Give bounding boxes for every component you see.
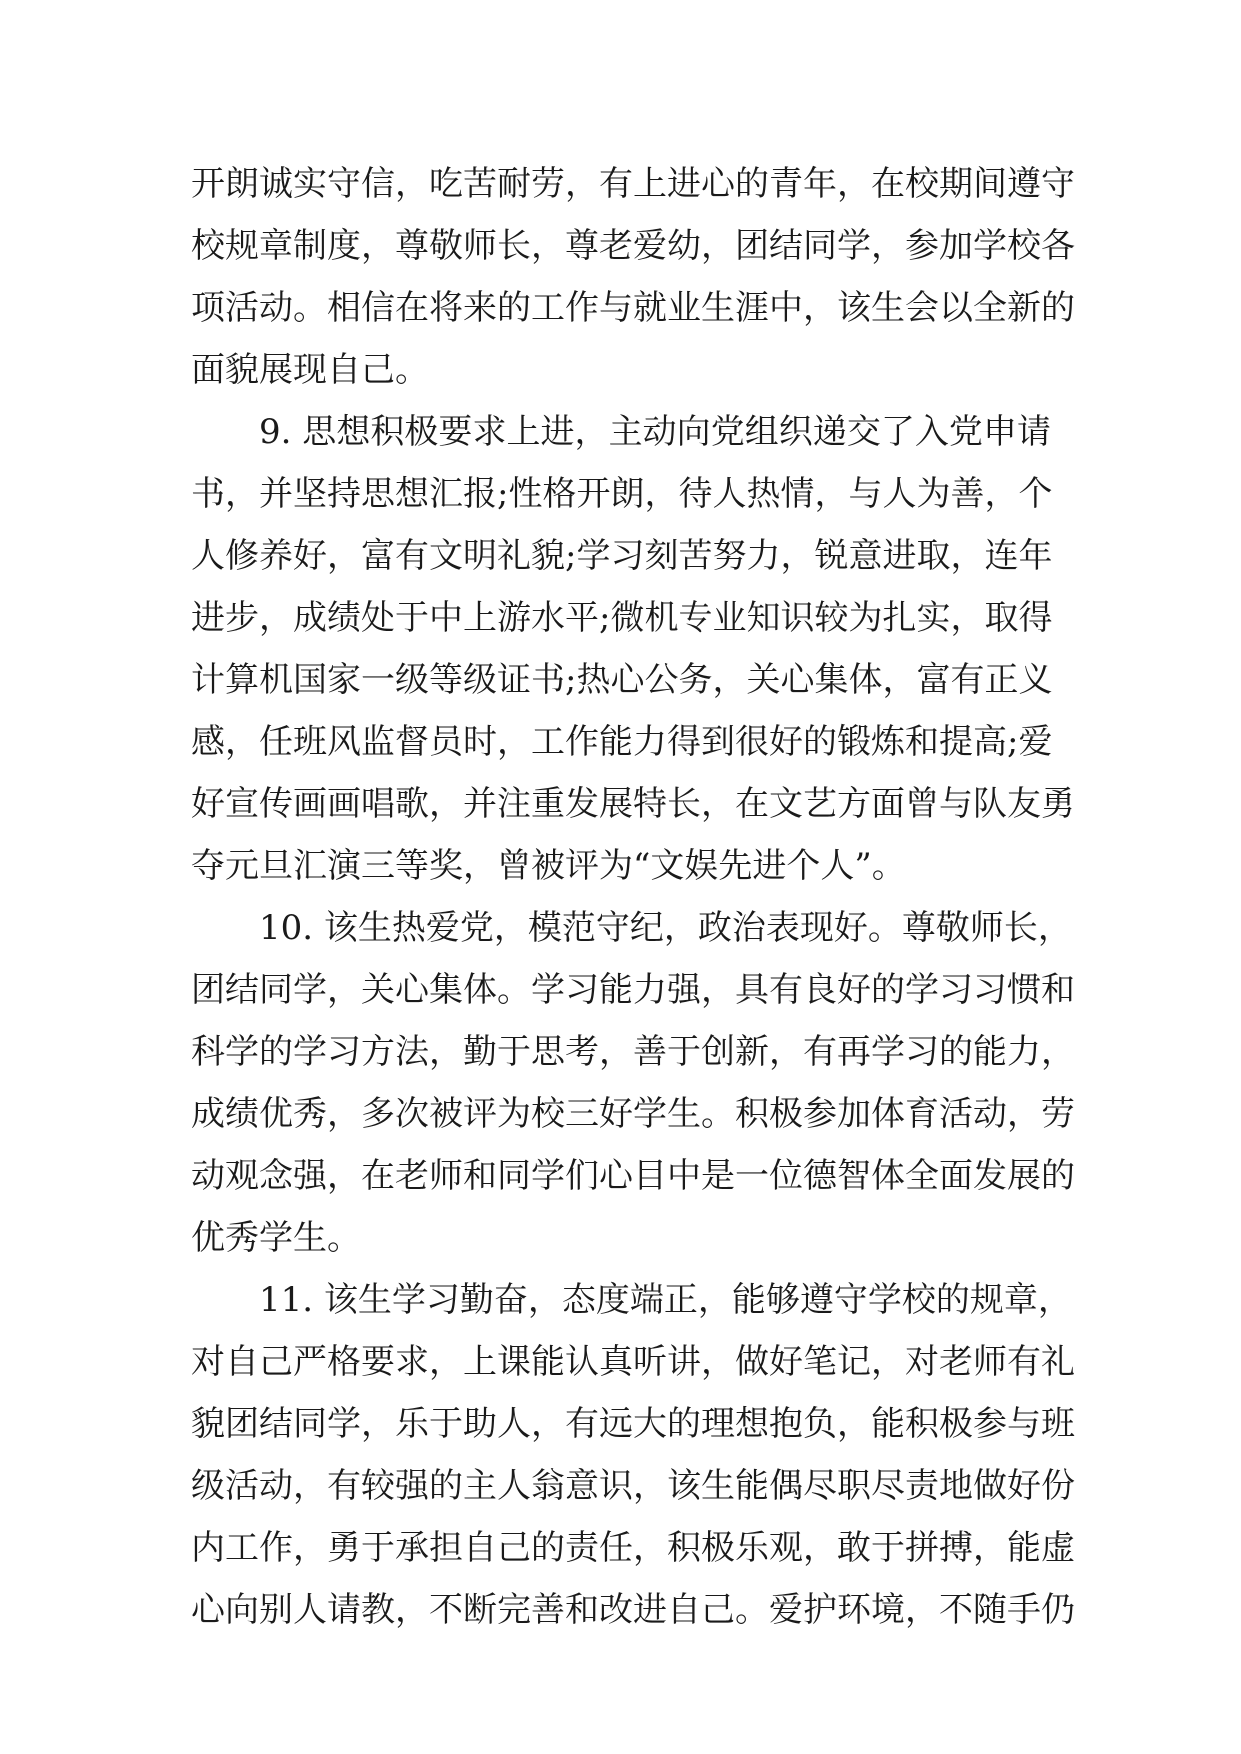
text-line: 级活动，有较强的主人翁意识，该生能偶尽职尽责地做好份: [191, 1466, 1075, 1506]
text-line: 科学的学习方法，勤于思考，善于创新，有再学习的能力，: [191, 1032, 1075, 1072]
text-line: 人修养好，富有文明礼貌;学习刻苦努力，锐意进取，连年: [191, 536, 1053, 576]
text-line: 计算机国家一级等级证书;热心公务，关心集体，富有正义: [191, 660, 1053, 700]
text-line: 优秀学生。: [191, 1218, 361, 1258]
paragraph-11-first-line: 11. 该生学习勤奋，态度端正，能够遵守学校的规章，: [259, 1280, 1072, 1320]
text-line: 动观念强，在老师和同学们心目中是一位德智体全面发展的: [191, 1156, 1075, 1196]
text-line: 面貌展现自己。: [191, 350, 429, 390]
paragraph-10-first-line: 10. 该生热爱党，模范守纪，政治表现好。尊敬师长，: [259, 908, 1072, 948]
text-line: 校规章制度，尊敬师长，尊老爱幼，团结同学，参加学校各: [191, 226, 1075, 266]
text-line: 感，任班风监督员时，工作能力得到很好的锻炼和提高;爱: [191, 722, 1053, 762]
text-line: 成绩优秀，多次被评为校三好学生。积极参加体育活动，劳: [191, 1094, 1075, 1134]
text-line: 心向别人请教，不断完善和改进自己。爱护环境，不随手仍: [191, 1590, 1075, 1630]
text-line: 书，并坚持思想汇报;性格开朗，待人热情，与人为善，个: [191, 474, 1053, 514]
text-line: 内工作，勇于承担自己的责任，积极乐观，敢于拼搏，能虚: [191, 1528, 1075, 1568]
text-line: 团结同学，关心集体。学习能力强，具有良好的学习习惯和: [191, 970, 1075, 1010]
text-line: 貌团结同学，乐于助人，有远大的理想抱负，能积极参与班: [191, 1404, 1075, 1444]
text-line: 夺元旦汇演三等奖，曾被评为“文娱先进个人”。: [191, 846, 906, 886]
text-line: 对自己严格要求，上课能认真听讲，做好笔记，对老师有礼: [191, 1342, 1075, 1382]
text-line: 好宣传画画唱歌，并注重发展特长，在文艺方面曾与队友勇: [191, 784, 1075, 824]
paragraph-9-first-line: 9. 思想积极要求上进，主动向党组织递交了入党申请: [259, 412, 1051, 452]
text-line: 开朗诚实守信，吃苦耐劳，有上进心的青年，在校期间遵守: [191, 164, 1075, 204]
text-line: 进步，成绩处于中上游水平;微机专业知识较为扎实，取得: [191, 598, 1053, 638]
text-line: 项活动。相信在将来的工作与就业生涯中，该生会以全新的: [191, 288, 1075, 328]
document-body: [191, 153, 1075, 1641]
